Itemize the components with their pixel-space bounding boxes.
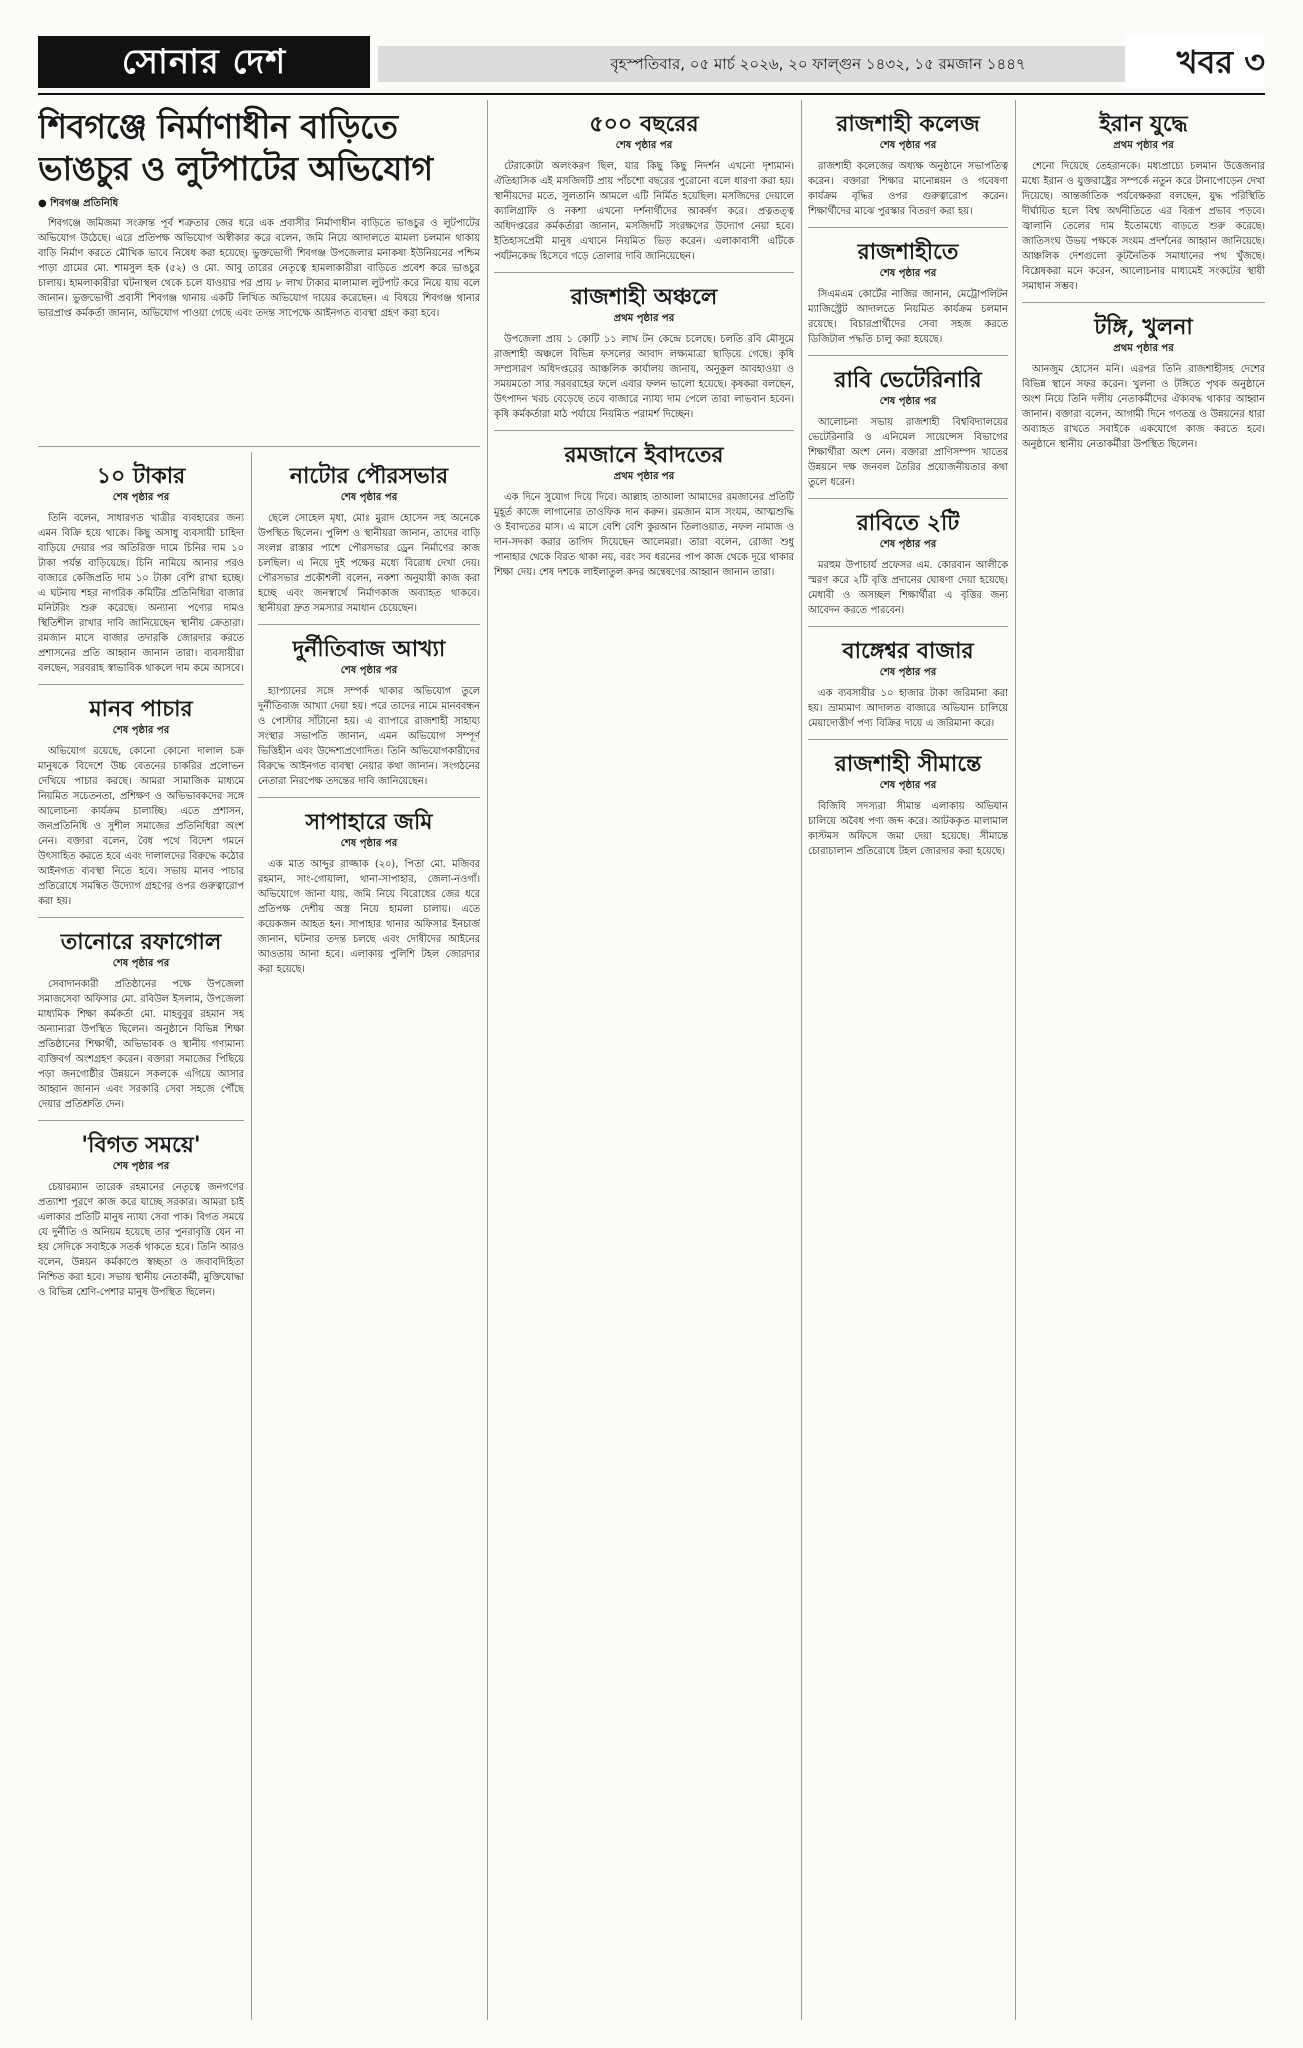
article-headline[interactable]: রাজশাহী সীমান্তে [834,751,982,777]
article [808,110,1008,228]
article-headline[interactable]: তানোরে রফাগোল [60,929,222,955]
continuation-label: শেষ পৃষ্ঠার পর [879,268,937,279]
continuation-label: শেষ পৃষ্ঠার পর [340,492,398,503]
article-body: আলোচনা সভায় রাজশাহী বিশ্ববিদ্যালয়ের ভেটেরিনারি ও এনিমেল সায়েন্সেস বিভাগের শিক্ষার্থীরা অংশ নেন। বক্তারা প্রাণিসম্পদ খাতের উন্নয়নে দক্ষ জনবল তৈরির প্রয়োজনীয়তার কথা তুলে ধরেন। [808,417,1008,488]
continuation-label: প্রথম পৃষ্ঠার পর [1113,343,1174,354]
newspaper-logo[interactable]: সোনার দেশ [38,36,370,88]
article-body: রাজশাহী কলেজের অধ্যক্ষ অনুষ্ঠানে সভাপতিত্ব করেন। বক্তারা শিক্ষার মানোন্নয়ন ও গবেষণা কার্যক্রম বৃদ্ধির ওপর গুরুত্বারোপ করেন। শিক্ষার্থীদের মাঝে পুরস্কার বিতরণ করা হয়। [808,161,1008,217]
article-headline[interactable]: রাবি ভেটেরিনারি [834,367,982,393]
article-headline[interactable]: টঙ্গি, খুলনা [1094,314,1193,340]
article-body: তিনি বলেন, সাধারণত খাত্রীর ব্যবহারের জন্য এমন বিক্রি হয়ে থাকে। কিছু অসাধু ব্যবসায়ী চাহিদা বাড়িয়ে দেয়ার পর অতিরিক্ত দামে চিনির দাম ১০ টাকা পর্যন্ত বাড়িয়েছে। চিনি নামিয়ে আনার পরও বাজারে কেজিপ্রতি দাম ১০ টাকা বেশি রাখা হচ্ছে। এ ঘটনায় শহর নাগরিক কমিটির প্রতিনিধিরা বাজার মনিটরিং শুরু করেছে। অন্যান্য পণ্যের দামও স্থিতিশীল রাখার দাবি জানিয়েছেন স্থানীয় ক্রেতারা। রমজান মাসে বাজার তদারকি জোরদার করতে প্রশাসনের প্রতি আহ্বান জানান তারা। ব্যবসায়ীরা বলছেন, সরবরাহ স্বাভাবিক থাকলে দাম কমে আসবে। [38,513,244,674]
article [38,1131,244,1300]
continuation-label: শেষ পৃষ্ঠার পর [112,958,170,969]
divider [808,227,1008,228]
article [38,695,244,918]
article-headline[interactable]: ৫০০ বছরের [589,111,699,137]
divider [38,684,244,685]
continuation-label: শেষ পৃষ্ঠার পর [879,140,937,151]
article-body: সিএমএম কোর্টের নাজির জানান, মেট্রোপলিটন ম্যাজিস্ট্রেট আদালতে নিয়মিত কার্যক্রম চলমান রয়েছে। বিচারপ্রার্থীদের সেবা সহজ করতে ডিজিটাল পদ্ধতি চালু করা হয়েছে। [808,289,1008,345]
article-headline[interactable]: রাবিতে ২টি [856,510,960,536]
article-body: শেনো দিয়েছে তেহরানকে। মধ্যপ্রাচ্যে চলমান উত্তেজনার মধ্যে ইরান ও যুক্তরাষ্ট্রের সম্পর্কে নতুন করে টানাপোড়েন দেখা দিয়েছে। আন্তর্জাতিক পর্যবেক্ষকরা বলছেন, যুদ্ধ পরিস্থিতি দীর্ঘায়িত হলে বিশ্ব অর্থনীতিতে এর বিরূপ প্রভাব পড়বে। জ্বালানি তেলের দাম ইতোমধ্যে বাড়তে শুরু করেছে। জাতিসংঘ উভয় পক্ষকে সংযম প্রদর্শনের আহ্বান জানিয়েছে। আঞ্চলিক দেশগুলো কূটনৈতিক সমাধানের পথ খুঁজছে। বিশ্লেষকরা মনে করেন, আলোচনার মাধ্যমেই সংকটের স্থায়ী সমাধান সম্ভব। [1022,161,1265,292]
dateline: বৃহস্পতিবার, ০৫ মার্চ ২০২৬, ২০ ফাল্গুন ১৪৩২, ১৫ রমজান ১৪৪৭ [378,46,1258,82]
article-headline[interactable]: বাঙ্গেশ্বর বাজার [842,638,974,664]
column-3 [494,100,794,2020]
continuation-label: শেষ পৃষ্ঠার পর [879,539,937,550]
article [808,509,1008,627]
column-4 [808,100,1008,2020]
lead-headline[interactable]: শিবগঞ্জে নির্মাণাধীন বাড়িতে ভাঙচুর ও লুটপাটের অভিযোগ [38,107,433,188]
article [808,238,1008,356]
continuation-label: শেষ পৃষ্ঠার পর [112,492,170,503]
article-body: উপজেলা প্রায় ১ কোটি ১১ লাখ টন কেন্দ্রে চলেছে। চলতি রবি মৌসুমে রাজশাহী অঞ্চলে বিভিন্ন ফসলের আবাদ লক্ষ্যমাত্রা ছাড়িয়ে গেছে। কৃষি সম্প্রসারণ অধিদপ্তরের আঞ্চলিক কার্যালয় জানায়, অনুকূল আবহাওয়া ও সময়মতো সার সরবরাহের ফলে এবার ফলন ভালো হয়েছে। কৃষকরা বলছেন, উৎপাদন খরচ বেড়েছে তবে বাজারে ন্যায্য দাম পেলে তারা লাভবান হবেন। কৃষি কর্মকর্তারা মাঠ পর্যায়ে নিয়মিত পরামর্শ দিচ্ছেন। [494,334,794,420]
article [808,637,1008,740]
divider [258,797,480,798]
article-headline[interactable]: দুর্নীতিবাজ আখ্যা [292,636,446,662]
column-rule [1015,100,1016,2020]
article-body: বিজিবি সদস্যরা সীমান্ত এলাকায় অভিযান চালিয়ে অবৈধ পণ্য জব্দ করে। আটককৃত মালামাল কাস্টমস অফিসে জমা দেয়া হয়েছে। সীমান্তে চোরাচালান প্রতিরোধে টহল জোরদার করা হয়েছে। [808,801,1008,857]
divider [808,355,1008,356]
article-body: এক ব্যবসায়ীর ১০ হাজার টাকা জরিমানা করা হয়। ভ্রাম্যমাণ আদালত বাজারে অভিযান চালিয়ে মেয়াদোত্তীর্ণ পণ্য বিক্রির দায়ে এ জরিমানা করে। [808,688,1008,729]
lead-story [38,100,480,440]
article-headline[interactable]: নাটোর পৌরসভার [289,463,449,489]
article [808,750,1008,859]
article [258,808,480,977]
continuation-label: প্রথম পৃষ্ঠার পর [613,471,675,482]
article-headline[interactable]: রাজশাহীতে [857,239,959,265]
divider [1022,302,1265,303]
article [258,635,480,798]
column-rule [487,100,488,2020]
divider [494,430,794,431]
divider [38,1120,244,1121]
article-body: আনজুম হোসেন মনি। এরপর তিনি রাজশাহীসহ দেশের বিভিন্ন স্থানে সফর করেন। খুলনা ও টঙ্গিতে পৃথক অনুষ্ঠানে অংশ নিয়ে তিনি দলীয় নেতাকর্মীদের ঐক্যবদ্ধ থাকার আহ্বান জানান। বক্তারা বলেন, আগামী দিনে গণতন্ত্র ও উন্নয়নের ধারা অব্যাহত রাখতে সবাইকে একযোগে কাজ করতে হবে। অনুষ্ঠানে স্থানীয় নেতাকর্মীরা উপস্থিত ছিলেন। [1022,364,1265,450]
article-headline[interactable]: রাজশাহী কলেজ [836,111,980,137]
lead-byline: ● শিবগঞ্জ প্রতিনিধি [38,198,119,209]
article-body: টেরাকোটা অলংকরণ ছিল, যার কিছু কিছু নিদর্শন এখনো দৃশ্যমান। ঐতিহাসিক এই মসজিদটি প্রায় পাঁচশো বছরের পুরোনো বলে ধারণা করা হয়। স্থানীয়দের মতে, সুলতানি আমলে এটি নির্মিত হয়েছিল। মসজিদের দেয়ালে ক্যালিগ্রাফি ও নকশা এখনো দর্শনার্থীদের আকর্ষণ করে। প্রত্নতত্ত্ব অধিদপ্তরের কর্মকর্তারা জানান, মসজিদটি সংরক্ষণের উদ্যোগ নেয়া হবে। ইতিহাসপ্রেমী মানুষ এখানে নিয়মিত ভিড় করেন। এলাকাবাসী এটিকে পর্যটনকেন্দ্র হিসেবে গড়ে তোলার দাবি জানিয়েছেন। [494,161,794,262]
article-headline[interactable]: রমজানে ইবাদতের [564,442,724,468]
article-headline[interactable]: মানব পাচার [89,696,193,722]
article-body: চেয়ারম্যান তারেক রহমানের নেতৃত্বে জনগণের প্রত্যাশা পূরণে কাজ করে যাচ্ছে সরকার। আমরা চাই এলাকার প্রতিটি মানুষ ন্যায্য সেবা পাক। বিগত সময়ে যে দুর্নীতি ও অনিয়ম হয়েছে তার পুনরাবৃত্তি যেন না হয় সেদিকে সবাইকে সতর্ক থাকতে হবে। তিনি আরও বলেন, উন্নয়ন কর্মকাণ্ডে স্বচ্ছতা ও জবাবদিহিতা নিশ্চিত করা হবে। সভায় স্থানীয় নেতাকর্মী, মুক্তিযোদ্ধা ও বিভিন্ন শ্রেণি-পেশার মানুষ উপস্থিত ছিলেন। [38,1182,244,1298]
article [494,441,794,580]
continuation-label: শেষ পৃষ্ঠার পর [340,838,398,849]
continuation-label: প্রথম পৃষ্ঠার পর [613,313,675,324]
article-body: অভিযোগ রয়েছে, কোনো কোনো দালাল চক্র মানুষকে বিদেশে উচ্চ বেতনের চাকরির প্রলোভন দেখিয়ে পাচার করছে। আমরা সামাজিক মাধ্যমে নিয়মিত সচেতনতা, প্রশিক্ষণ ও অভিভাবকদের সঙ্গে আলোচনা কার্যক্রম চালাচ্ছি। এতে প্রশাসন, জনপ্রতিনিধি ও সুশীল সমাজের প্রতিনিধিরা অংশ নেন। বক্তারা বলেন, বৈধ পথে বিদেশ গমনে উৎসাহিত করতে হবে এবং দালালদের বিরুদ্ধে কঠোর আইনগত ব্যবস্থা নিতে হবে। সভায় মানব পাচার প্রতিরোধে সমন্বিত উদ্যোগ গ্রহণের ওপর গুরুত্বারোপ করা হয়। [38,746,244,907]
article-body: হ্যাপ্যানের সঙ্গে সম্পর্ক থাকার অভিযোগ তুলে দুর্নীতিবাজ আখ্যা দেয়া হয়। পরে তাদের নামে মানববন্ধন ও পোস্টার সাঁটানো হয়। এ ব্যাপারে রাজশাহী সাহায্য সংস্থার সভাপতি জানান, এমন অভিযোগ সম্পূর্ণ ভিত্তিহীন এবং উদ্দেশ্যপ্রণোদিত। তিনি অভিযোগকারীদের বিরুদ্ধে আইনগত ব্যবস্থা নেয়ার কথা জানান। সংগঠনের নেতারা নিরপেক্ষ তদন্তের দাবি জানিয়েছেন। [258,686,480,787]
article [808,366,1008,499]
continuation-label: শেষ পৃষ্ঠার পর [615,140,673,151]
continuation-label: শেষ পৃষ্ঠার পর [112,1161,170,1172]
masthead-rule [38,93,1265,95]
article-body: এক মাত আব্দুর রাজ্জাক (২০), পিতা মো. মজিবর রহমান, সাং-গোয়ালা, থানা-সাপাহার, জেলা-নওগাঁ। অভিযোগে জানা যায়, জমি নিয়ে বিরোধের জের ধরে প্রতিপক্ষ দেশীয় অস্ত্র নিয়ে হামলা চালায়। এতে কয়েকজন আহত হন। সাপাহার থানার অফিসার ইনচার্জ জানান, ঘটনার তদন্ত চলছে এবং দোষীদের আইনের আওতায় আনা হবে। এলাকায় পুলিশি টহল জোরদার করা হয়েছে। [258,859,480,975]
continuation-label: প্রথম পৃষ্ঠার পর [1113,140,1174,151]
divider [808,626,1008,627]
article [38,928,244,1121]
article-headline[interactable]: সাপাহারে জমি [305,809,433,835]
continuation-label: শেষ পৃষ্ঠার পর [879,396,937,407]
divider [808,739,1008,740]
lead-body: শিবগঞ্জে জমিজমা সংক্রান্ত পূর্ব শত্রুতার জের ধরে এক প্রবাসীর নির্মাণাধীন বাড়িতে ভাঙচুর ও লুটপাটের অভিযোগ উঠেছে। এরে প্রতিপক্ষ অভিযোগ অস্বীকার করে বলেন, জমি নিয়ে আদালতে মামলা চলমান থাকায় বাড়ি নির্মাণ করতে মৌখিক ভাবে নিষেধ করা হয়েছে। ভুক্তভোগী শিবগঞ্জ উপজেলার মনাকষা ইউনিয়নের পশ্চিম পাড়া গ্রামের মো. শামসুল হক (৫২) ও মো. আবু তারের নেতৃত্বে হামলাকারীরা বাড়িতে প্রবেশ করে ভাঙচুর চালায়। হামলাকারীরা ঘটনাস্থল থেকে চলে যাওয়ার পর প্রায় ৮ লাখ টাকার মালামাল লুটপাট করে নিয়ে যায় বলে জানান। ভুক্তভোগী প্রবাসী শিবগঞ্জ থানায় একটি লিখিত অভিযোগ দায়ের করেছেন। এ বিষয়ে শিবগঞ্জ থানার ভারপ্রাপ্ত কর্মকর্তা জানান, অভিযোগ পাওয়া গেছে এবং তদন্ত সাপেক্ষে আইনগত ব্যবস্থা গ্রহণ করা হবে। [38,218,480,319]
divider [494,272,794,273]
article [38,462,244,685]
article-body: সেবাদানকারী প্রতিষ্ঠানের পক্ষে উপজেলা সমাজসেবা অফিসার মো. রবিউল ইসলাম, উপজেলা মাধ্যমিক শিক্ষা কর্মকর্তা মো. মাহবুবুর রহমান সহ অন্যান্যরা উপস্থিত ছিলেন। অনুষ্ঠানে বিভিন্ন শিক্ষা প্রতিষ্ঠানের শিক্ষার্থী, অভিভাবক ও স্থানীয় গণ্যমান্য ব্যক্তিবর্গ অংশগ্রহণ করেন। বক্তারা সমাজের পিছিয়ে পড়া জনগোষ্ঠীর উন্নয়নে সকলকে এগিয়ে আসার আহ্বান জানান এবং সরকারি সেবা সহজে পৌঁছে দেয়ার প্রতিশ্রুতি দেন। [38,979,244,1110]
masthead [38,36,1265,88]
article [1022,313,1265,452]
divider [38,917,244,918]
article-body: ছেলে সোহেল মৃধা, মোঃ মুরাদ হোসেন সহ অনেকে উপস্থিত ছিলেন। পুলিশ ও স্থানীয়রা জানান, তাদের বাড়ি সংলগ্ন রাস্তার পাশে পৌরসভার ড্রেন নির্মাণের কাজ চলছিল। এ নিয়ে দুই পক্ষের মধ্যে বিরোধ দেখা দেয়। পৌরসভার প্রকৌশলী বলেন, নকশা অনুযায়ী কাজ করা হচ্ছে এবং জনস্বার্থে নির্মাণকাজ অব্যাহত থাকবে। স্থানীয়রা দ্রুত সমস্যার সমাধান চেয়েছেন। [258,513,480,614]
article-headline[interactable]: রাজশাহী অঞ্চলে [570,284,718,310]
column-1 [38,452,244,2020]
section-label: খবর ৩ [1125,36,1265,88]
column-5 [1022,100,1265,2020]
article [494,110,794,273]
article-headline[interactable]: ইরান যুদ্ধে [1099,111,1188,137]
continuation-label: শেষ পৃষ্ঠার পর [112,725,170,736]
article-headline[interactable]: ১০ টাকার [96,463,186,489]
divider [38,446,480,447]
continuation-label: শেষ পৃষ্ঠার পর [340,665,398,676]
continuation-label: শেষ পৃষ্ঠার পর [879,780,937,791]
article-body: মরহুম উপাচার্য প্রফেসর এম. কোরবান আলীকে স্মরণ করে ২টি বৃত্তি প্রদানের ঘোষণা দেয়া হয়েছে। মেধাবী ও অসচ্ছল শিক্ষার্থীরা এ বৃত্তির জন্য আবেদন করতে পারবেন। [808,560,1008,616]
column-2 [258,452,480,2020]
article [258,462,480,625]
article [494,283,794,431]
article [1022,110,1265,303]
column-rule [801,100,802,2020]
article-headline[interactable]: 'বিগত সময়ে' [81,1132,201,1158]
continuation-label: শেষ পৃষ্ঠার পর [879,667,937,678]
divider [258,624,480,625]
column-rule [251,452,252,2020]
article-body: এক দিনে সুযোগ দিয়ে দিবে। আল্লাহ তাআলা আমাদের রমজানের প্রতিটি মুহূর্ত কাজে লাগানোর তাওফিক দান করুন। রমজান মাস সংযম, আত্মশুদ্ধি ও ইবাদতের মাস। এ মাসে বেশি বেশি কুরআন তিলাওয়াত, নফল নামাজ ও দান-সদকা করার তাগিদ দিয়েছেন আলেমরা। তারা বলেন, রোজা শুধু পানাহার থেকে বিরত থাকা নয়, বরং সব ধরনের পাপ কাজ থেকে দূরে থাকার শিক্ষা দেয়। শেষ দশকে লাইলাতুল কদর অন্বেষণের আহ্বান জানান তারা। [494,492,794,578]
divider [808,498,1008,499]
